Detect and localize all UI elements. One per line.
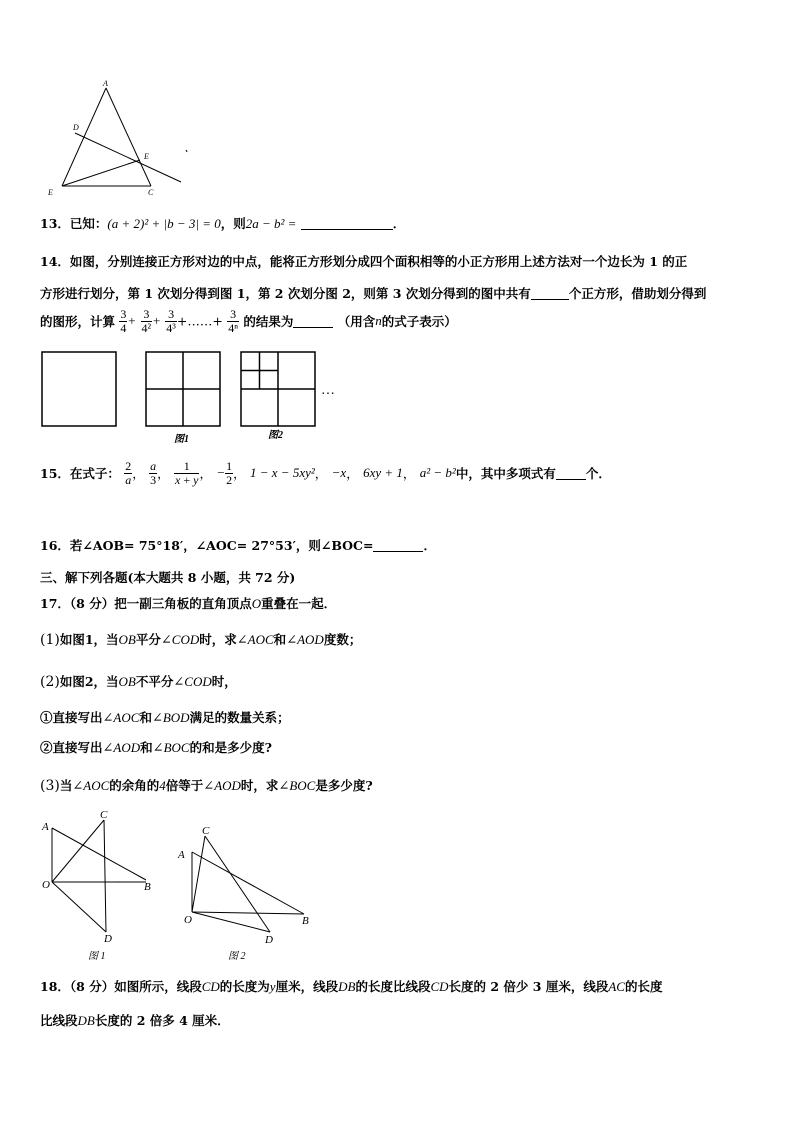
question-14-line-2 xyxy=(40,284,706,302)
q13-number: 13． xyxy=(40,216,70,231)
fig1-label-d: D xyxy=(104,933,112,945)
fig2-label-o: O xyxy=(184,914,192,926)
question-17-lead xyxy=(40,594,336,612)
q15-frac-2-over-a: $\frac{2}{a}$ xyxy=(125,459,132,487)
fig1-label-b: B xyxy=(144,881,151,893)
fraction-4: $\frac{3}{\text{4ⁿ}}$ xyxy=(228,307,238,335)
q15-item-2: −x xyxy=(331,465,347,481)
q14-line3d: 的式子表示） xyxy=(381,314,457,330)
q13-end: ． xyxy=(392,216,406,231)
q16-answer-blank[interactable] xyxy=(373,539,423,552)
question-13 xyxy=(40,214,405,232)
label-d: D xyxy=(73,123,79,132)
q13-lead: 已知： xyxy=(69,216,108,231)
q13-expression: (a + 2)² + |b − 3| = 0 xyxy=(107,216,221,231)
label-e-left: E xyxy=(48,188,53,197)
q14-number: 14． xyxy=(40,254,70,269)
square-original xyxy=(42,352,116,426)
q14-answer-blank-1[interactable] xyxy=(531,287,569,300)
q15-tail2: 个． xyxy=(585,466,611,482)
q17-lead2: 重叠在一起． xyxy=(261,596,337,611)
q14-line3b: 的结果为 xyxy=(243,314,294,330)
q15-tail1: 中，其中多项式有 xyxy=(455,466,556,482)
q15-answer-blank[interactable] xyxy=(556,467,586,480)
q14-line2b: 个正方形，借助划分得到 xyxy=(568,286,707,301)
fig2-label-d: D xyxy=(265,934,273,946)
q14-line3c: （用含 xyxy=(337,314,376,330)
q15-item-1: 1 − x − 5xy² xyxy=(250,465,315,481)
q16-end: ． xyxy=(423,538,436,553)
q15-item-4: a² − b² xyxy=(419,465,456,481)
q15-frac-1-over-xy: $\frac{1}{x + y}$ xyxy=(175,459,199,487)
triangle-figure-top xyxy=(40,78,190,198)
question-14-line-3: 的图形，计算 $\frac{3}{4}$ + $\frac{3}{\text{4²}}$ + $\frac{3}{\text{4³}}$ +……+ $\frac{3}{\text{4ⁿ}}$ 的结果为 （用含n的式子表示） xyxy=(40,307,457,335)
q14-dots: +……+ xyxy=(176,313,223,329)
q17-p1-num: (1) xyxy=(40,632,60,648)
q17-p3-num: (3) xyxy=(40,778,60,794)
squares-ellipsis: … xyxy=(322,383,335,398)
fraction-1: $\frac{3}{4}$ xyxy=(120,307,127,335)
q14-answer-blank-2[interactable] xyxy=(293,315,333,328)
q17-lead: （8 分）把一副三角板的直角顶点 xyxy=(69,596,252,611)
question-17-sub-1: ①直接写出∠AOC和∠BOD满足的数量关系； xyxy=(40,710,290,725)
q17-number: 17． xyxy=(40,596,70,611)
fig2-label-a: A xyxy=(178,849,185,861)
q14-var-n: n xyxy=(375,313,382,329)
fig1-label-c: C xyxy=(100,809,108,821)
fig2-label-c: C xyxy=(202,825,210,837)
q15-frac-1-over-2: $\frac{1}{2}$ xyxy=(226,459,233,487)
q14-line3a: 的图形，计算 xyxy=(40,314,116,330)
question-18-line-2: 比线段DB长度的 2 倍多 4 厘米． xyxy=(40,1013,230,1028)
label-c: C xyxy=(148,188,154,197)
q17-var-o: O xyxy=(251,596,262,611)
q15-item-3: 6xy + 1 xyxy=(363,465,403,481)
fraction-3: $\frac{3}{\text{4³}}$ xyxy=(166,307,176,335)
question-17-part-1: (1)如图1，当OB平分∠COD时，求∠AOC和∠AOD度数； xyxy=(40,632,362,648)
label-a: A xyxy=(103,79,108,88)
fig2-caption: 图2 xyxy=(268,430,283,441)
q15-lead: 在式子： xyxy=(69,466,120,482)
q13-expression-2: 2a − b² = xyxy=(245,216,297,231)
q13-answer-blank[interactable] xyxy=(301,217,393,230)
fraction-2: $\frac{3}{\text{4²}}$ xyxy=(141,307,152,335)
fig1-caption-17: 图 1 xyxy=(88,951,106,962)
question-15: 15．在式子： $\frac{2}{a}$ ， $\frac{a}{3}$ ， $\frac{1}{x + y}$ ， − $\frac{1}{2}$ ， 1 − x − 5xy²， −x， 6xy + 1， a² − b²中，其中多项式有 个． xyxy=(40,459,611,487)
q15-frac-a-over-3: $\frac{a}{3}$ xyxy=(150,459,157,487)
fig2-caption-17: 图 2 xyxy=(228,951,246,962)
question-16 xyxy=(40,536,436,554)
squares-figure xyxy=(40,350,360,446)
section-3-title: 三、解下列各题(本大题共 8 小题，共 72 分) xyxy=(40,570,296,585)
question-17-part-2: (2)如图2，当OB不平分∠COD时， xyxy=(40,674,237,690)
fig1-label-o: O xyxy=(42,879,50,891)
q14-line1: 如图，分别连接正方形对边的中点，能将正方形划分成四个面积相等的小正方形用上述方法对一个边长为 1 的正 xyxy=(69,254,688,269)
question-18-line-1: 18．（8 分）如图所示，线段CD的长度为y厘米，线段DB的长度比线段CD长度的 2 倍少 3 厘米，线段AC的长度 xyxy=(40,979,663,994)
fig2-label-b: B xyxy=(302,915,309,927)
question-17-sub-2: ②直接写出∠AOD和∠BOC的和是多少度? xyxy=(40,740,272,755)
q13-mid: ，则 xyxy=(220,216,246,231)
q15-number: 15． xyxy=(40,466,70,482)
question-14-line-1 xyxy=(40,252,687,270)
q14-line2a: 方形进行划分，第 1 次划分得到图 1，第 2 次划分图 2，则第 3 次划分得到的图中共有 xyxy=(40,286,531,301)
q17-figure-1 xyxy=(38,806,168,964)
fig1-label-a: A xyxy=(42,821,49,833)
label-e-right: E xyxy=(144,152,149,161)
q17-figure-2 xyxy=(172,822,322,964)
question-17-part-3: (3)当∠AOC的余角的4倍等于∠AOD时，求∠BOC是多少度? xyxy=(40,778,373,794)
fig1-caption: 图1 xyxy=(174,434,189,445)
q17-p2-num: (2) xyxy=(40,674,60,690)
q16-text: 若∠AOB= 75°18′，∠AOC= 27°53′，则∠BOC= xyxy=(69,538,374,553)
q16-number: 16． xyxy=(40,538,70,553)
